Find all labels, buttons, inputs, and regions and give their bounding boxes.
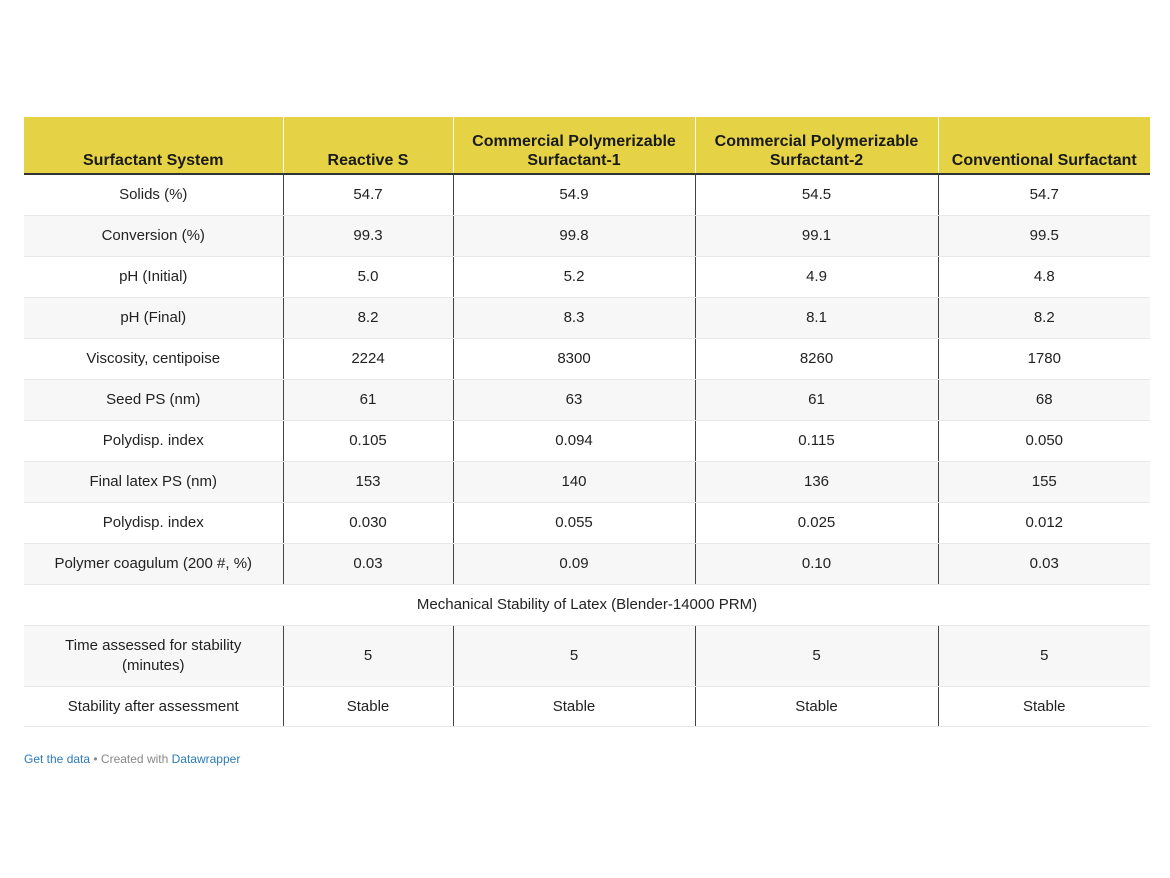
table-cell: 8300: [453, 338, 695, 379]
table-header-row: [24, 117, 1150, 174]
row-label-cell: Polymer coagulum (200 #, %): [24, 543, 283, 584]
table-cell: 5: [938, 625, 1150, 686]
table-cell: 140: [453, 461, 695, 502]
section-title: Mechanical Stability of Latex (Blender-14000 PRM): [24, 584, 1150, 625]
table-cell: 54.7: [938, 174, 1150, 215]
row-label-cell: Stability after assessment: [24, 686, 283, 726]
table-cell: 99.8: [453, 215, 695, 256]
row-label-cell: Viscosity, centipoise: [24, 338, 283, 379]
table-cell: 5: [453, 625, 695, 686]
table-cell: 8.1: [695, 297, 938, 338]
table-cell: 0.03: [938, 543, 1150, 584]
column-header[interactable]: Surfactant System: [24, 117, 283, 174]
row-label-cell: Conversion (%): [24, 215, 283, 256]
table-cell: Stable: [695, 686, 938, 726]
table-cell: 0.050: [938, 420, 1150, 461]
table-cell: Stable: [283, 686, 453, 726]
row-label-cell: pH (Initial): [24, 256, 283, 297]
table-cell: 0.094: [453, 420, 695, 461]
table-cell: 99.5: [938, 215, 1150, 256]
table-cell: 5.2: [453, 256, 695, 297]
table-row: [24, 625, 1150, 686]
row-label-cell: Polydisp. index: [24, 502, 283, 543]
table-body: [24, 174, 1150, 726]
table-cell: 54.5: [695, 174, 938, 215]
column-header[interactable]: Conventional Surfactant: [938, 117, 1150, 174]
datawrapper-link[interactable]: Datawrapper: [171, 752, 241, 766]
table-cell: 61: [695, 379, 938, 420]
column-header[interactable]: Commercial Polymerizable Surfactant-1: [453, 117, 695, 174]
table-row: [24, 461, 1150, 502]
row-label-cell: Seed PS (nm): [24, 379, 283, 420]
table-row: [24, 379, 1150, 420]
table-cell: 1780: [938, 338, 1150, 379]
row-label-cell: Final latex PS (nm): [24, 461, 283, 502]
table-cell: 0.025: [695, 502, 938, 543]
row-label-cell: Polydisp. index: [24, 420, 283, 461]
table-cell: 63: [453, 379, 695, 420]
table-cell: 0.055: [453, 502, 695, 543]
table-cell: 2224: [283, 338, 453, 379]
section-row: [24, 584, 1150, 625]
get-data-link[interactable]: Get the data: [24, 752, 91, 766]
table-row: [24, 686, 1150, 726]
table-row: [24, 543, 1150, 584]
table-cell: 8.3: [453, 297, 695, 338]
table-row: [24, 256, 1150, 297]
table-cell: 5: [283, 625, 453, 686]
table-cell: 0.09: [453, 543, 695, 584]
table-cell: Stable: [453, 686, 695, 726]
table-cell: 68: [938, 379, 1150, 420]
table-row: [24, 502, 1150, 543]
table-cell: 54.9: [453, 174, 695, 215]
table-row: [24, 338, 1150, 379]
table-cell: 136: [695, 461, 938, 502]
row-label-cell: pH (Final): [24, 297, 283, 338]
table-row: [24, 420, 1150, 461]
column-header[interactable]: Commercial Polymerizable Surfactant-2: [695, 117, 938, 174]
table-row: [24, 215, 1150, 256]
table-cell: 5: [695, 625, 938, 686]
table-cell: 0.115: [695, 420, 938, 461]
table-cell: 8.2: [283, 297, 453, 338]
row-label-cell: Solids (%): [24, 174, 283, 215]
row-label-cell: Time assessed for stability (minutes): [24, 625, 283, 686]
table-cell: 99.3: [283, 215, 453, 256]
table-cell: 4.9: [695, 256, 938, 297]
table-cell: 0.105: [283, 420, 453, 461]
table-cell: 155: [938, 461, 1150, 502]
table-cell: 4.8: [938, 256, 1150, 297]
footer-credit-text: • Created with: [90, 752, 172, 766]
table-cell: 153: [283, 461, 453, 502]
table-cell: 0.03: [283, 543, 453, 584]
table-row: [24, 174, 1150, 215]
table-row: [24, 297, 1150, 338]
table-cell: 0.012: [938, 502, 1150, 543]
column-header[interactable]: Reactive S: [283, 117, 453, 174]
table-cell: 8.2: [938, 297, 1150, 338]
table-cell: 5.0: [283, 256, 453, 297]
data-table-container: [24, 117, 1150, 727]
table-cell: 0.10: [695, 543, 938, 584]
surfactant-comparison-table: [24, 117, 1150, 727]
table-cell: 61: [283, 379, 453, 420]
table-cell: 99.1: [695, 215, 938, 256]
table-cell: 8260: [695, 338, 938, 379]
footer: [24, 752, 240, 766]
table-cell: 0.030: [283, 502, 453, 543]
table-cell: 54.7: [283, 174, 453, 215]
table-cell: Stable: [938, 686, 1150, 726]
